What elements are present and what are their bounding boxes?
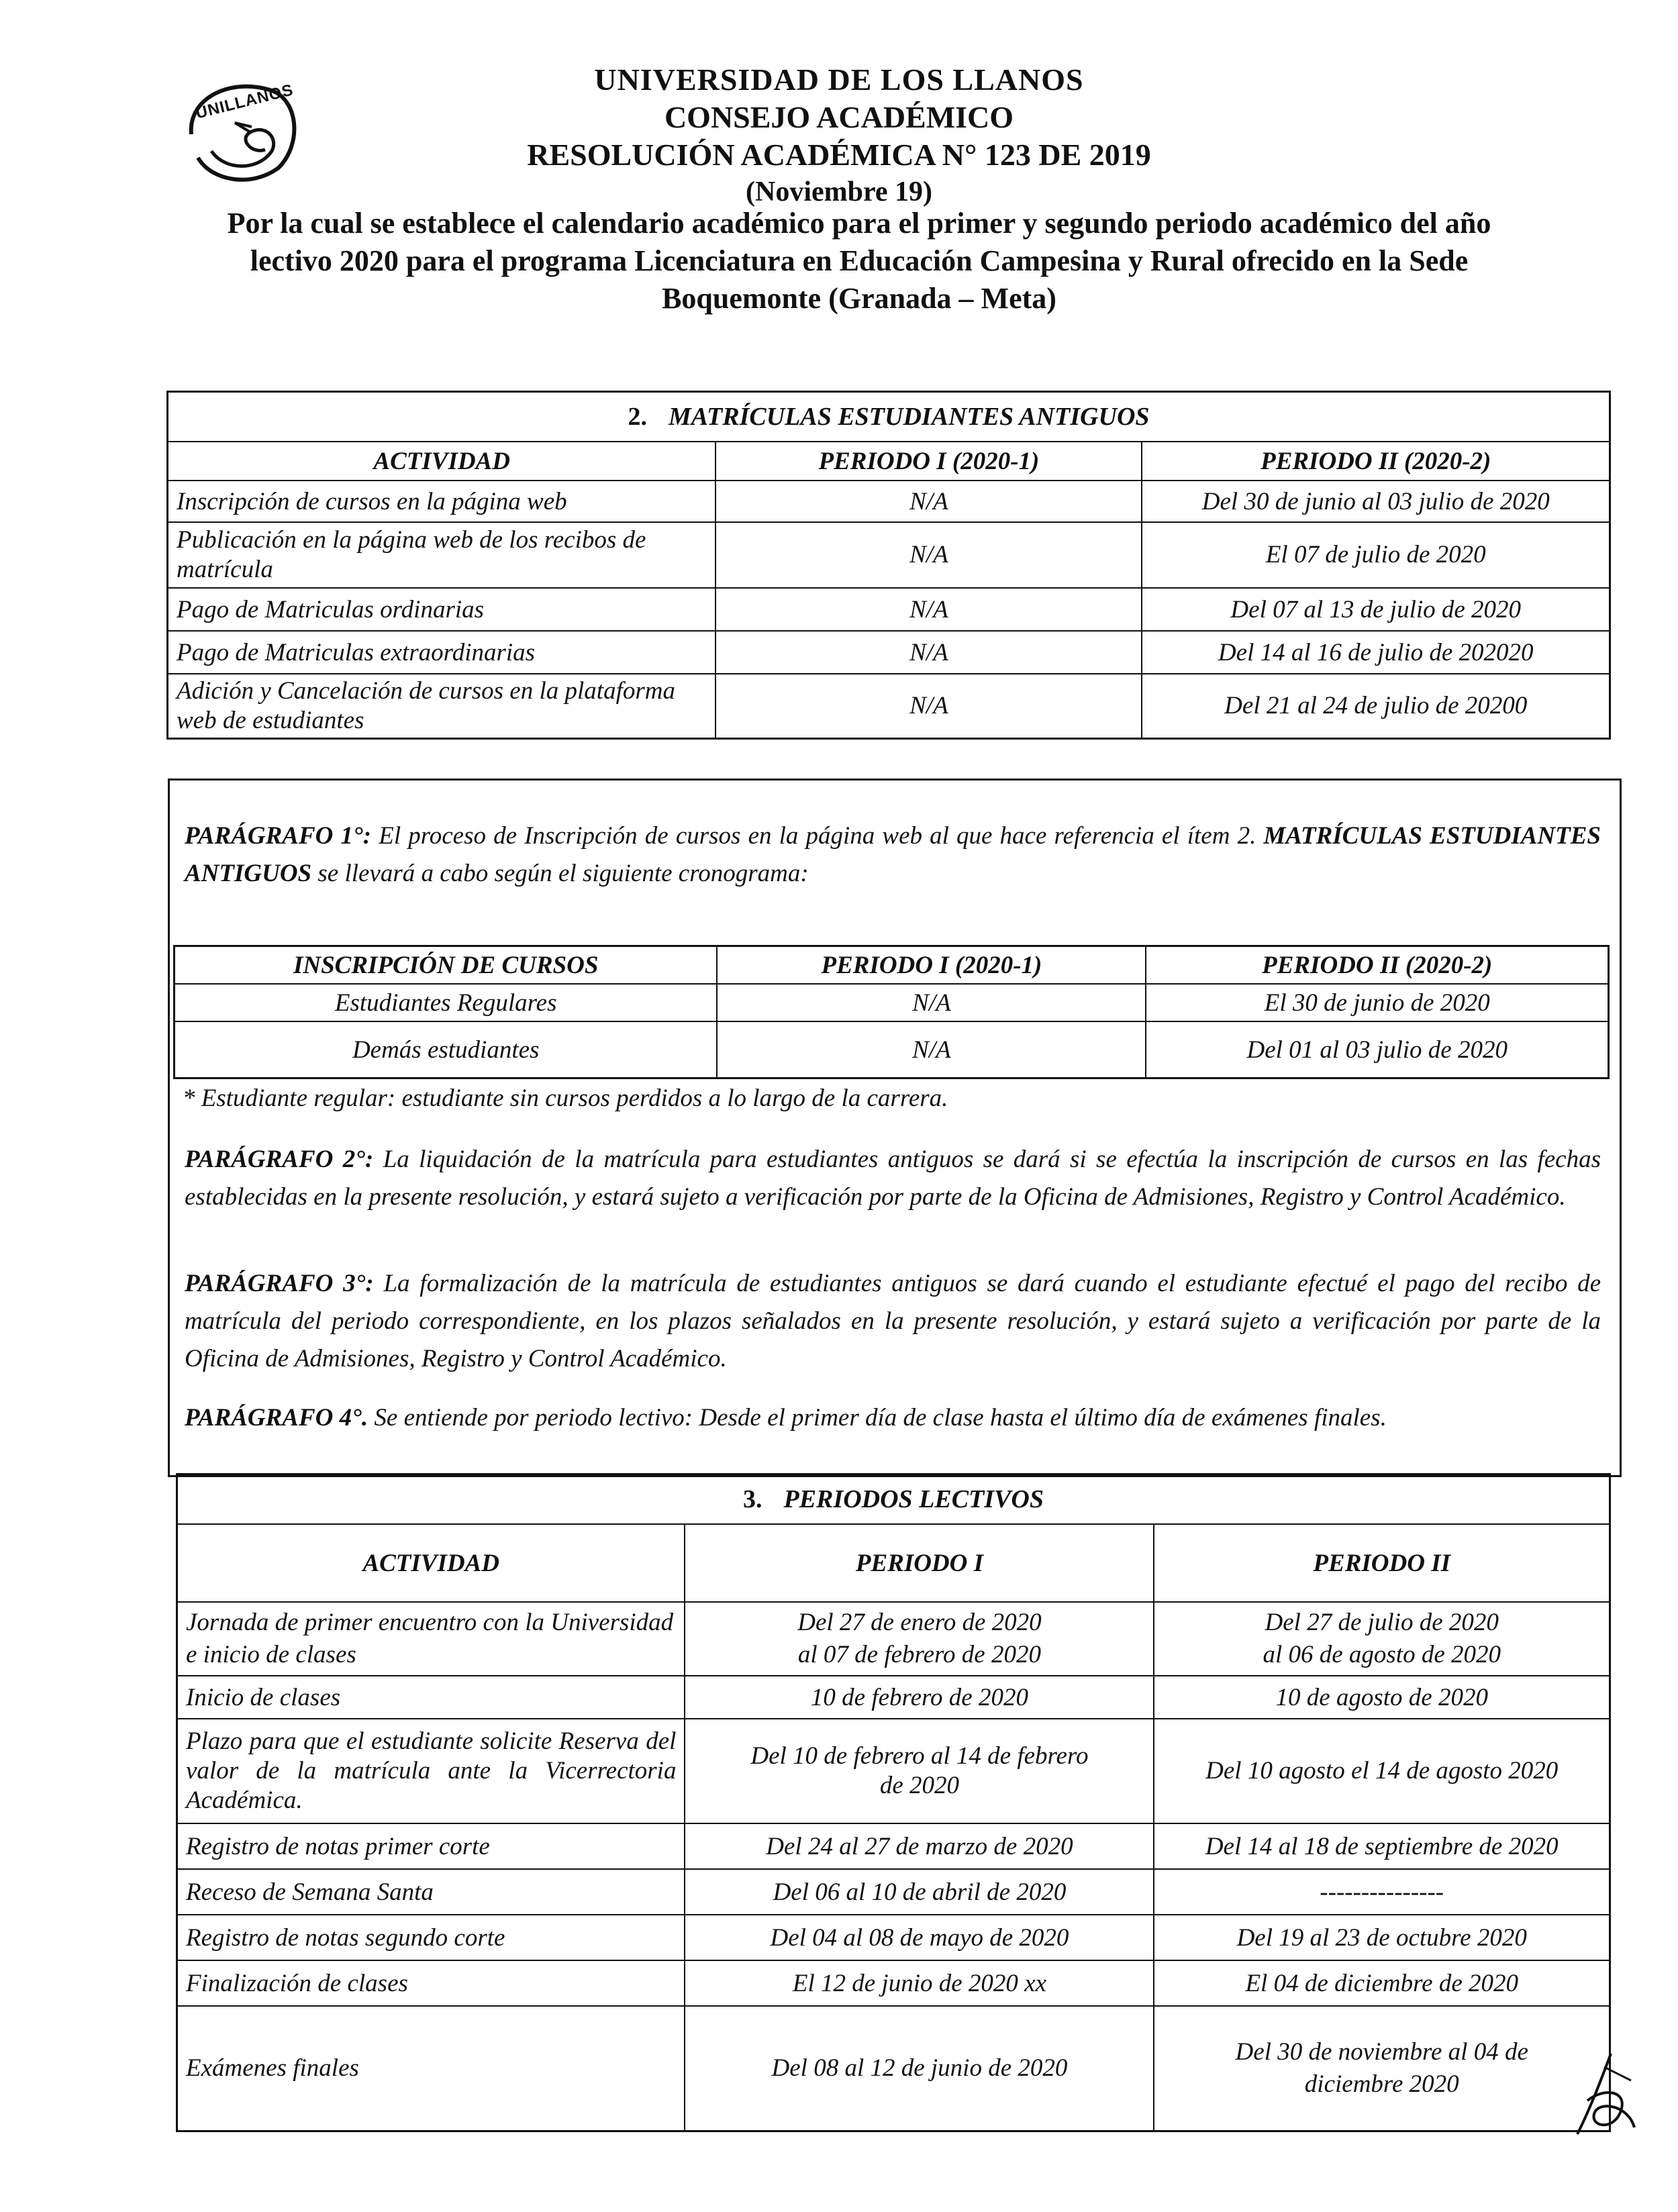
activity-cell: Registro de notas segundo corte: [177, 1915, 685, 1960]
activity-cell: Receso de Semana Santa: [177, 1869, 685, 1915]
period-2-cell: El 07 de julio de 2020: [1142, 522, 1610, 588]
activity-cell: Pago de Matriculas extraordinarias: [168, 631, 716, 674]
table-row: [168, 481, 1610, 522]
period-1-cell: [685, 1719, 1154, 1823]
resolution-subject: Por la cual se establece el calendario académico para el primer y segundo periodo académico del año lectivo 2020 para el programa Licenciatura en Educación Campesina y Rural ofrecido en la Sede Boquemonte (Granada – Meta): [227, 207, 1491, 315]
section-3-title: [177, 1474, 1610, 1525]
period-2-cell: Del 01 al 03 julio de 2020: [1146, 1021, 1608, 1078]
period-2-cell: Del 07 al 13 de julio de 2020: [1142, 588, 1610, 631]
period-2-cell: Del 19 al 23 de octubre 2020: [1154, 1915, 1610, 1960]
section-2-title: [168, 392, 1610, 442]
period-2-cell: El 04 de diciembre de 2020: [1154, 1960, 1610, 2006]
resolution-date: (Noviembre 19): [746, 177, 932, 207]
period-1-cell: N/A: [717, 984, 1146, 1021]
table-row: [175, 1021, 1609, 1078]
period-2-cell: Del 14 al 16 de julio de 202020: [1142, 631, 1610, 674]
paragraph-4-text: Se entiende por periodo lectivo: Desde el primer día de clase hasta el último día de exámenes finales.: [374, 1404, 1387, 1431]
activity-cell: Pago de Matriculas ordinarias: [168, 588, 716, 631]
activity-cell: Exámenes finales: [177, 2006, 685, 2131]
period-1-cell: Del 24 al 27 de marzo de 2020: [685, 1823, 1154, 1869]
paragraph-1-text: El proceso de Inscripción de cursos en la página web al que hace referencia el ítem 2.: [379, 822, 1256, 850]
section-title-text: MATRÍCULAS ESTUDIANTES ANTIGUOS: [668, 403, 1150, 431]
table-row: [175, 984, 1609, 1021]
table-row: [168, 588, 1610, 631]
period-2-line: diciembre 2020: [1304, 2070, 1459, 2098]
signature-mark-icon: [1564, 2040, 1644, 2141]
paragraph-2: [185, 1141, 1601, 1216]
period-1-cell: El 12 de junio de 2020 xx: [685, 1960, 1154, 2006]
council-name: CONSEJO ACADÉMICO: [664, 100, 1014, 134]
period-1-line: Del 10 de febrero al 14 de febrero: [750, 1742, 1089, 1770]
matriculas-table: [166, 391, 1611, 740]
period-1-line: de 2020: [879, 1772, 960, 1799]
paragraph-3-text: La formalización de la matrícula de estudiantes antiguos se dará cuando el estudiante efectué el pago del recibo de matrícula del periodo correspondiente, en los plazos señalados en la presente resolución, y estará sujeto a verificación por parte de la Oficina de Admisiones, Registro y Control Académico.: [185, 1270, 1601, 1372]
activity-cell: Inscripción de cursos en la página web: [168, 481, 716, 522]
logo-text: UNILLANOS: [193, 81, 295, 123]
activity-cell: Finalización de clases: [177, 1960, 685, 2006]
period-1-cell: N/A: [715, 588, 1142, 631]
paragraph-1-label: PARÁGRAFO 1°:: [185, 822, 372, 850]
table-row: [168, 674, 1610, 739]
university-name: UNIVERSIDAD DE LOS LLANOS: [594, 62, 1084, 97]
activity-cell: Publicación en la página web de los recibos de matrícula: [168, 522, 716, 588]
column-header: PERIODO II (2020-2): [1142, 442, 1610, 481]
activity-cell: Adición y Cancelación de cursos en la plataforma web de estudiantes: [168, 674, 716, 739]
resolution-title: RESOLUCIÓN ACADÉMICA N° 123 DE 2019: [527, 138, 1151, 172]
section-number: 3.: [743, 1485, 762, 1513]
period-1-cell: [685, 1602, 1154, 1676]
period-1-line: Del 27 de enero de 2020: [797, 1609, 1042, 1636]
period-1-cell: N/A: [715, 674, 1142, 739]
table-row: [177, 1960, 1610, 2006]
column-header: ACTIVIDAD: [177, 1524, 685, 1602]
period-1-cell: N/A: [715, 481, 1142, 522]
period-1-cell: N/A: [715, 522, 1142, 588]
paragraph-2-label: PARÁGRAFO 2°:: [185, 1146, 374, 1173]
period-1-cell: N/A: [715, 631, 1142, 674]
inscripcion-table: [173, 945, 1610, 1079]
activity-cell: Plazo para que el estudiante solicite Reserva del valor de la matrícula ante la Vicerrectoria Académica.: [177, 1719, 685, 1823]
table-row: [177, 1823, 1610, 1869]
paragraph-4-label: PARÁGRAFO 4°.: [185, 1404, 368, 1431]
period-2-line: Del 30 de noviembre al 04 de: [1235, 2038, 1528, 2066]
table-row: [177, 1869, 1610, 1915]
column-header: PERIODO I (2020-1): [715, 442, 1142, 481]
column-header: PERIODO I (2020-1): [717, 946, 1146, 985]
period-2-cell: [1154, 1602, 1610, 1676]
column-header: PERIODO I: [685, 1524, 1154, 1602]
period-2-line: Del 27 de julio de 2020: [1265, 1609, 1499, 1636]
period-2-cell: Del 14 al 18 de septiembre de 2020: [1154, 1823, 1610, 1869]
activity-cell: Inicio de clases: [177, 1676, 685, 1719]
column-header: PERIODO II (2020-2): [1146, 946, 1608, 985]
paragraph-3-label: PARÁGRAFO 3°:: [185, 1270, 374, 1297]
period-2-cell: Del 10 agosto el 14 de agosto 2020: [1154, 1719, 1610, 1823]
activity-cell: Registro de notas primer corte: [177, 1823, 685, 1869]
periodos-lectivos-table: [176, 1473, 1611, 2132]
footnote: * Estudiante regular: estudiante sin cursos perdidos a lo largo de la carrera.: [183, 1085, 948, 1112]
table-row: [177, 1676, 1610, 1719]
table-row: [177, 1602, 1610, 1676]
paragraph-1-tail: se llevará a cabo según el siguiente cronograma:: [317, 860, 809, 887]
paragraph-4: [185, 1399, 1601, 1437]
period-1-cell: Del 08 al 12 de junio de 2020: [685, 2006, 1154, 2131]
table-row: [177, 1915, 1610, 1960]
group-cell: Estudiantes Regulares: [175, 984, 718, 1021]
period-2-cell: Del 30 de junio al 03 julio de 2020: [1142, 481, 1610, 522]
period-2-cell: El 30 de junio de 2020: [1146, 984, 1608, 1021]
period-2-cell: ---------------: [1154, 1869, 1610, 1915]
period-1-cell: Del 04 al 08 de mayo de 2020: [685, 1915, 1154, 1960]
period-1-cell: Del 06 al 10 de abril de 2020: [685, 1869, 1154, 1915]
table-row: [177, 2006, 1610, 2131]
paragraph-2-text: La liquidación de la matrícula para estudiantes antiguos se dará si se efectúa la inscripción de cursos en las fechas establecidas en la presente resolución, y estará sujeto a verificación por parte de la Oficina de Admisiones, Registro y Control Académico.: [185, 1146, 1601, 1211]
paragraph-1-bold: MATRÍCULAS ESTUDIANTES ANTIGUOS: [185, 822, 1601, 887]
period-2-line: al 06 de agosto de 2020: [1263, 1641, 1501, 1668]
column-header: INSCRIPCIÓN DE CURSOS: [175, 946, 718, 985]
group-cell: Demás estudiantes: [175, 1021, 718, 1078]
paragraph-1: [185, 817, 1601, 893]
period-2-cell: 10 de agosto de 2020: [1154, 1676, 1610, 1719]
period-1-line: al 07 de febrero de 2020: [797, 1641, 1041, 1668]
paragraph-3: [185, 1265, 1601, 1378]
table-row: [168, 522, 1610, 588]
section-title-text: PERIODOS LECTIVOS: [783, 1485, 1044, 1513]
period-1-cell: 10 de febrero de 2020: [685, 1676, 1154, 1719]
period-1-cell: N/A: [717, 1021, 1146, 1078]
column-header: ACTIVIDAD: [168, 442, 716, 481]
table-row: [177, 1719, 1610, 1823]
column-header: PERIODO II: [1154, 1524, 1610, 1602]
period-2-cell: Del 21 al 24 de julio de 20200: [1142, 674, 1610, 739]
period-2-cell: [1154, 2006, 1610, 2131]
section-number: 2.: [628, 403, 647, 431]
table-row: [168, 631, 1610, 674]
activity-cell: Jornada de primer encuentro con la Universidad e inicio de clases: [177, 1602, 685, 1676]
